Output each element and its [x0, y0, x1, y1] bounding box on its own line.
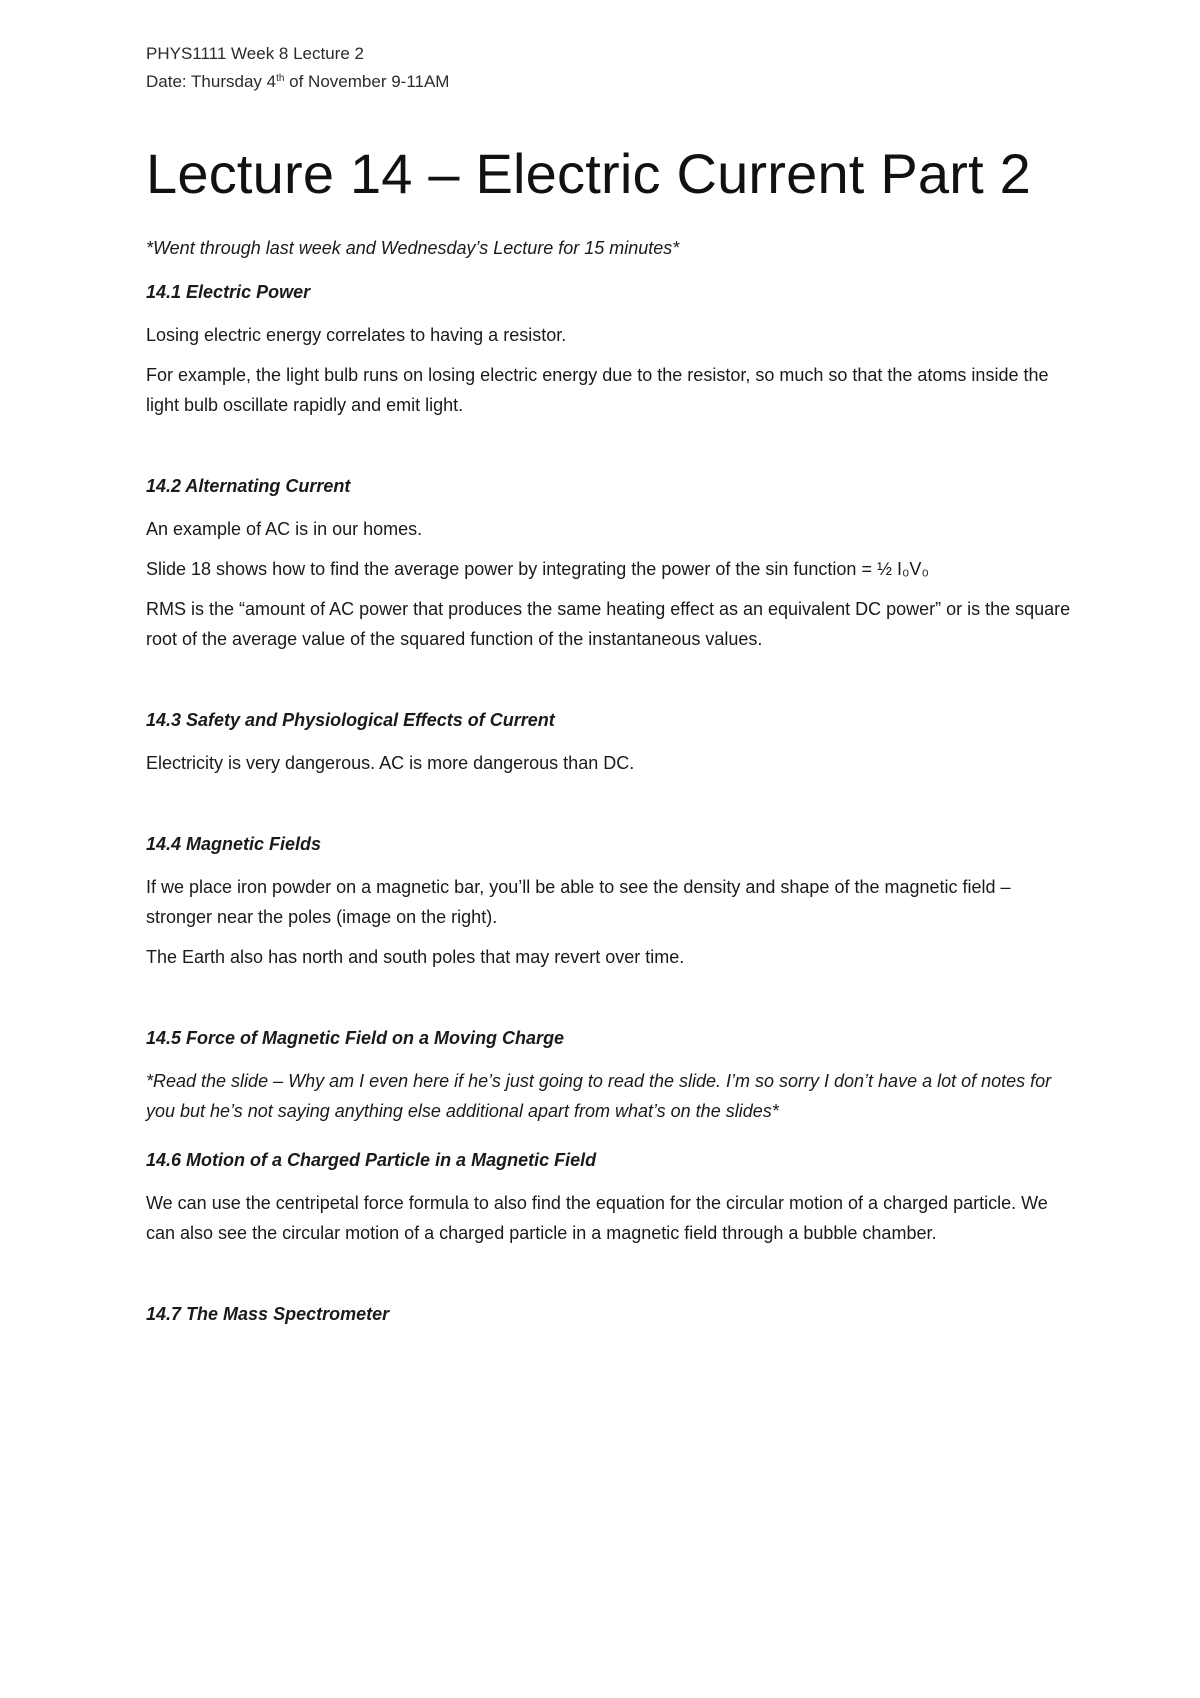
date-suffix: of November 9-11AM — [284, 72, 450, 91]
section-14-2-paragraph-1: An example of AC is in our homes. — [146, 519, 423, 539]
section-14-2-paragraph-2: Slide 18 shows how to find the average power by integrating the power of the sin function = ½ I₀V₀ — [146, 559, 929, 579]
section-14-1-paragraph-2: For example, the light bulb runs on losing electric energy due to the resistor, so much so that the atoms inside the light bulb oscillate rapidly and emit light. — [146, 365, 1049, 415]
section-14-4-paragraph-2: The Earth also has north and south poles that may revert over time. — [146, 947, 685, 967]
section-heading-14-1: 14.1 Electric Power — [146, 282, 311, 302]
document-page — [146, 40, 1076, 1328]
section-14-3-paragraph-1: Electricity is very dangerous. AC is more dangerous than DC. — [146, 753, 635, 773]
date-prefix: Date: Thursday 4 — [146, 72, 277, 91]
section-heading-14-4: 14.4 Magnetic Fields — [146, 834, 322, 854]
section-heading-14-6: 14.6 Motion of a Charged Particle in a Magnetic Field — [146, 1150, 597, 1170]
section-heading-14-7: 14.7 The Mass Spectrometer — [146, 1304, 390, 1324]
section-14-6-paragraph-1: We can use the centripetal force formula to also find the equation for the circular motion of a charged particle. We can also see the circular motion of a charged particle in a magnetic field through a bubble chamber. — [146, 1193, 1048, 1243]
intro-note: *Went through last week and Wednesday’s Lecture for 15 minutes* — [146, 238, 680, 258]
course-line: PHYS1111 Week 8 Lecture 2 — [146, 44, 364, 63]
date-superscript: th — [276, 73, 285, 84]
date-line — [146, 68, 1076, 96]
section-14-4-paragraph-1: If we place iron powder on a magnetic bar, you’ll be able to see the density and shape of the magnetic field – stronger near the poles (image on the right). — [146, 877, 1011, 927]
section-14-5-note: *Read the slide – Why am I even here if he’s just going to read the slide. I’m so sorry I don’t have a lot of notes for you but he’s not saying anything else additional apart from what’s on the slides* — [146, 1071, 1052, 1121]
section-heading-14-3: 14.3 Safety and Physiological Effects of Current — [146, 710, 555, 730]
section-heading-14-5: 14.5 Force of Magnetic Field on a Moving Charge — [146, 1028, 565, 1048]
section-14-2-paragraph-3: RMS is the “amount of AC power that produces the same heating effect as an equivalent DC power” or is the square root of the average value of the squared function of the instantaneous values. — [146, 599, 1071, 649]
section-heading-14-2: 14.2 Alternating Current — [146, 476, 351, 496]
page-title: Lecture 14 – Electric Current Part 2 — [146, 142, 1031, 205]
section-14-1-paragraph-1: Losing electric energy correlates to having a resistor. — [146, 325, 567, 345]
